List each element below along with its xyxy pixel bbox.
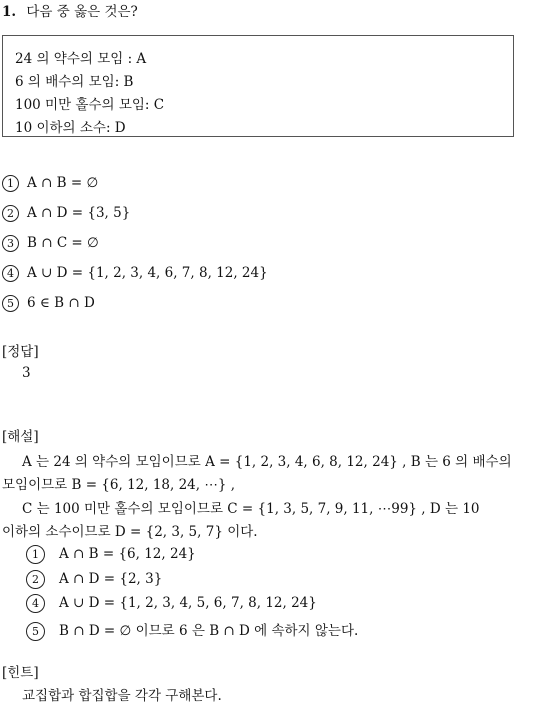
option-expr: A ∪ D = {1, 2, 3, 4, 6, 7, 8, 12, 24}	[27, 265, 268, 281]
option-3	[2, 235, 99, 252]
item-text: A ∩ B = {6, 12, 24}	[59, 546, 196, 562]
option-expr: B ∩ C = ∅	[27, 235, 99, 251]
explanation-item	[26, 545, 196, 564]
explanation-line: A 는 24 의 약수의 모임이므로 A = {1, 2, 3, 4, 6, 8, 12, 24} , B 는 6 의 배수의	[22, 454, 512, 470]
question-text: 다음 중 옳은 것은?	[26, 4, 138, 20]
item-number: 5	[26, 622, 45, 641]
option-4	[2, 265, 268, 282]
explanation-line: 모임이므로 B = {6, 12, 18, 24, ⋯} ,	[2, 477, 236, 493]
answer-label: [정답]	[2, 344, 39, 360]
option-2	[2, 205, 130, 222]
option-expr: 6 ∈ B ∩ D	[27, 295, 95, 311]
option-number: 5	[2, 295, 19, 312]
hint-text: 교집합과 합집합을 각각 구해본다.	[22, 688, 222, 704]
condition-line: 24 의 약수의 모임 : A	[15, 51, 147, 67]
explanation-item	[26, 570, 162, 589]
item-text: B ∩ D = ∅ 이므로 6 은 B ∩ D 에 속하지 않는다.	[59, 623, 359, 639]
option-number: 3	[2, 235, 19, 252]
option-number: 1	[2, 175, 19, 192]
condition-line: 6 의 배수의 모임: B	[15, 74, 134, 90]
option-1	[2, 175, 98, 192]
item-text: A ∪ D = {1, 2, 3, 4, 5, 6, 7, 8, 12, 24}	[59, 595, 317, 611]
item-number: 1	[26, 545, 45, 564]
explanation-line: 이하의 소수이므로 D = {2, 3, 5, 7} 이다.	[2, 524, 258, 540]
answer-value: 3	[22, 365, 31, 381]
option-number: 2	[2, 205, 19, 222]
explanation-label: [해설]	[2, 429, 39, 445]
condition-line: 100 미만 홀수의 모임: C	[15, 97, 165, 113]
question-header	[2, 0, 138, 20]
item-number: 4	[26, 594, 45, 613]
option-expr: A ∩ D = {3, 5}	[27, 205, 131, 221]
item-number: 2	[26, 570, 45, 589]
item-text: A ∩ D = {2, 3}	[59, 571, 163, 587]
condition-box	[2, 35, 514, 137]
explanation-item	[26, 594, 317, 613]
option-expr: A ∩ B = ∅	[27, 175, 99, 191]
question-number: 1.	[2, 4, 17, 20]
hint-label: [힌트]	[2, 665, 39, 681]
explanation-item	[26, 619, 358, 641]
condition-line: 10 이하의 소수: D	[15, 120, 126, 136]
option-number: 4	[2, 265, 19, 282]
explanation-line: C 는 100 미만 홀수의 모임이므로 C = {1, 3, 5, 7, 9, 11, ⋯99} , D 는 10	[22, 501, 480, 517]
option-5	[2, 295, 95, 312]
